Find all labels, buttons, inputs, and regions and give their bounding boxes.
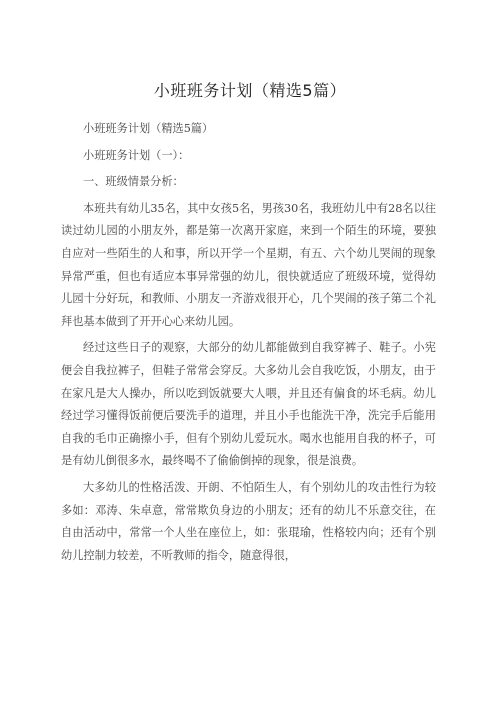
- subsection-heading: 一、班级情景分析：: [83, 175, 184, 189]
- paragraph-2: 经过这些日子的观察，大部分的幼儿都能做到自我穿裤子、鞋子。小宪便会自我拉裤子，但鞋子常常会穿反。大多幼儿会自我吃饭，小朋友，由于在家凡是大人操办，所以吃到饭就要大人喂，并且还有偏食的坏毛病。幼儿经过学习懂得饭前便后要洗手的道理，并且小手也能洗干净，洗完手后能用自我的毛巾正确擦小手，但有个别幼儿爱玩水。喝水也能用自我的杯子，可是有幼儿倒很多水，最终喝不了偷偷倒掉的现象，很是浪费。: [61, 341, 436, 468]
- paragraph-1: 本班共有幼儿35名，其中女孩5名，男孩30名，我班幼儿中有28名以往读过幼儿园的小朋友外，都是第一次离开家庭，来到一个陌生的环境，要独自应对一些陌生的人和事，所以开学一个星期，有五、六个幼儿哭闹的现象异常严重，但也有适应本事异常强的幼儿，很快就适应了班级环境，觉得幼儿园十分好玩，和教师、小朋友一齐游戏很开心，几个哭闹的孩子第二个礼拜也基本做到了开开心心来幼儿园。: [61, 201, 436, 328]
- section-heading: 小班班务计划（一）：: [83, 148, 190, 162]
- document-subtitle: 小班班务计划（精选5篇）: [83, 122, 214, 135]
- paragraph-3: 大多幼儿的性格活泼、开朗、不怕陌生人，有个别幼儿的攻击性行为较多如：邓涛、朱卓意，常常欺负身边的小朋友；还有的幼儿不乐意交往，在自由活动中，常常一个人坐在座位上，如：张琨瑜，性格较内向；还有个别幼儿控制力较差，不听教师的指令，随意得很，: [61, 480, 436, 562]
- document-title: 小班班务计划（精选5篇）: [153, 81, 347, 100]
- document-body: [61, 118, 436, 571]
